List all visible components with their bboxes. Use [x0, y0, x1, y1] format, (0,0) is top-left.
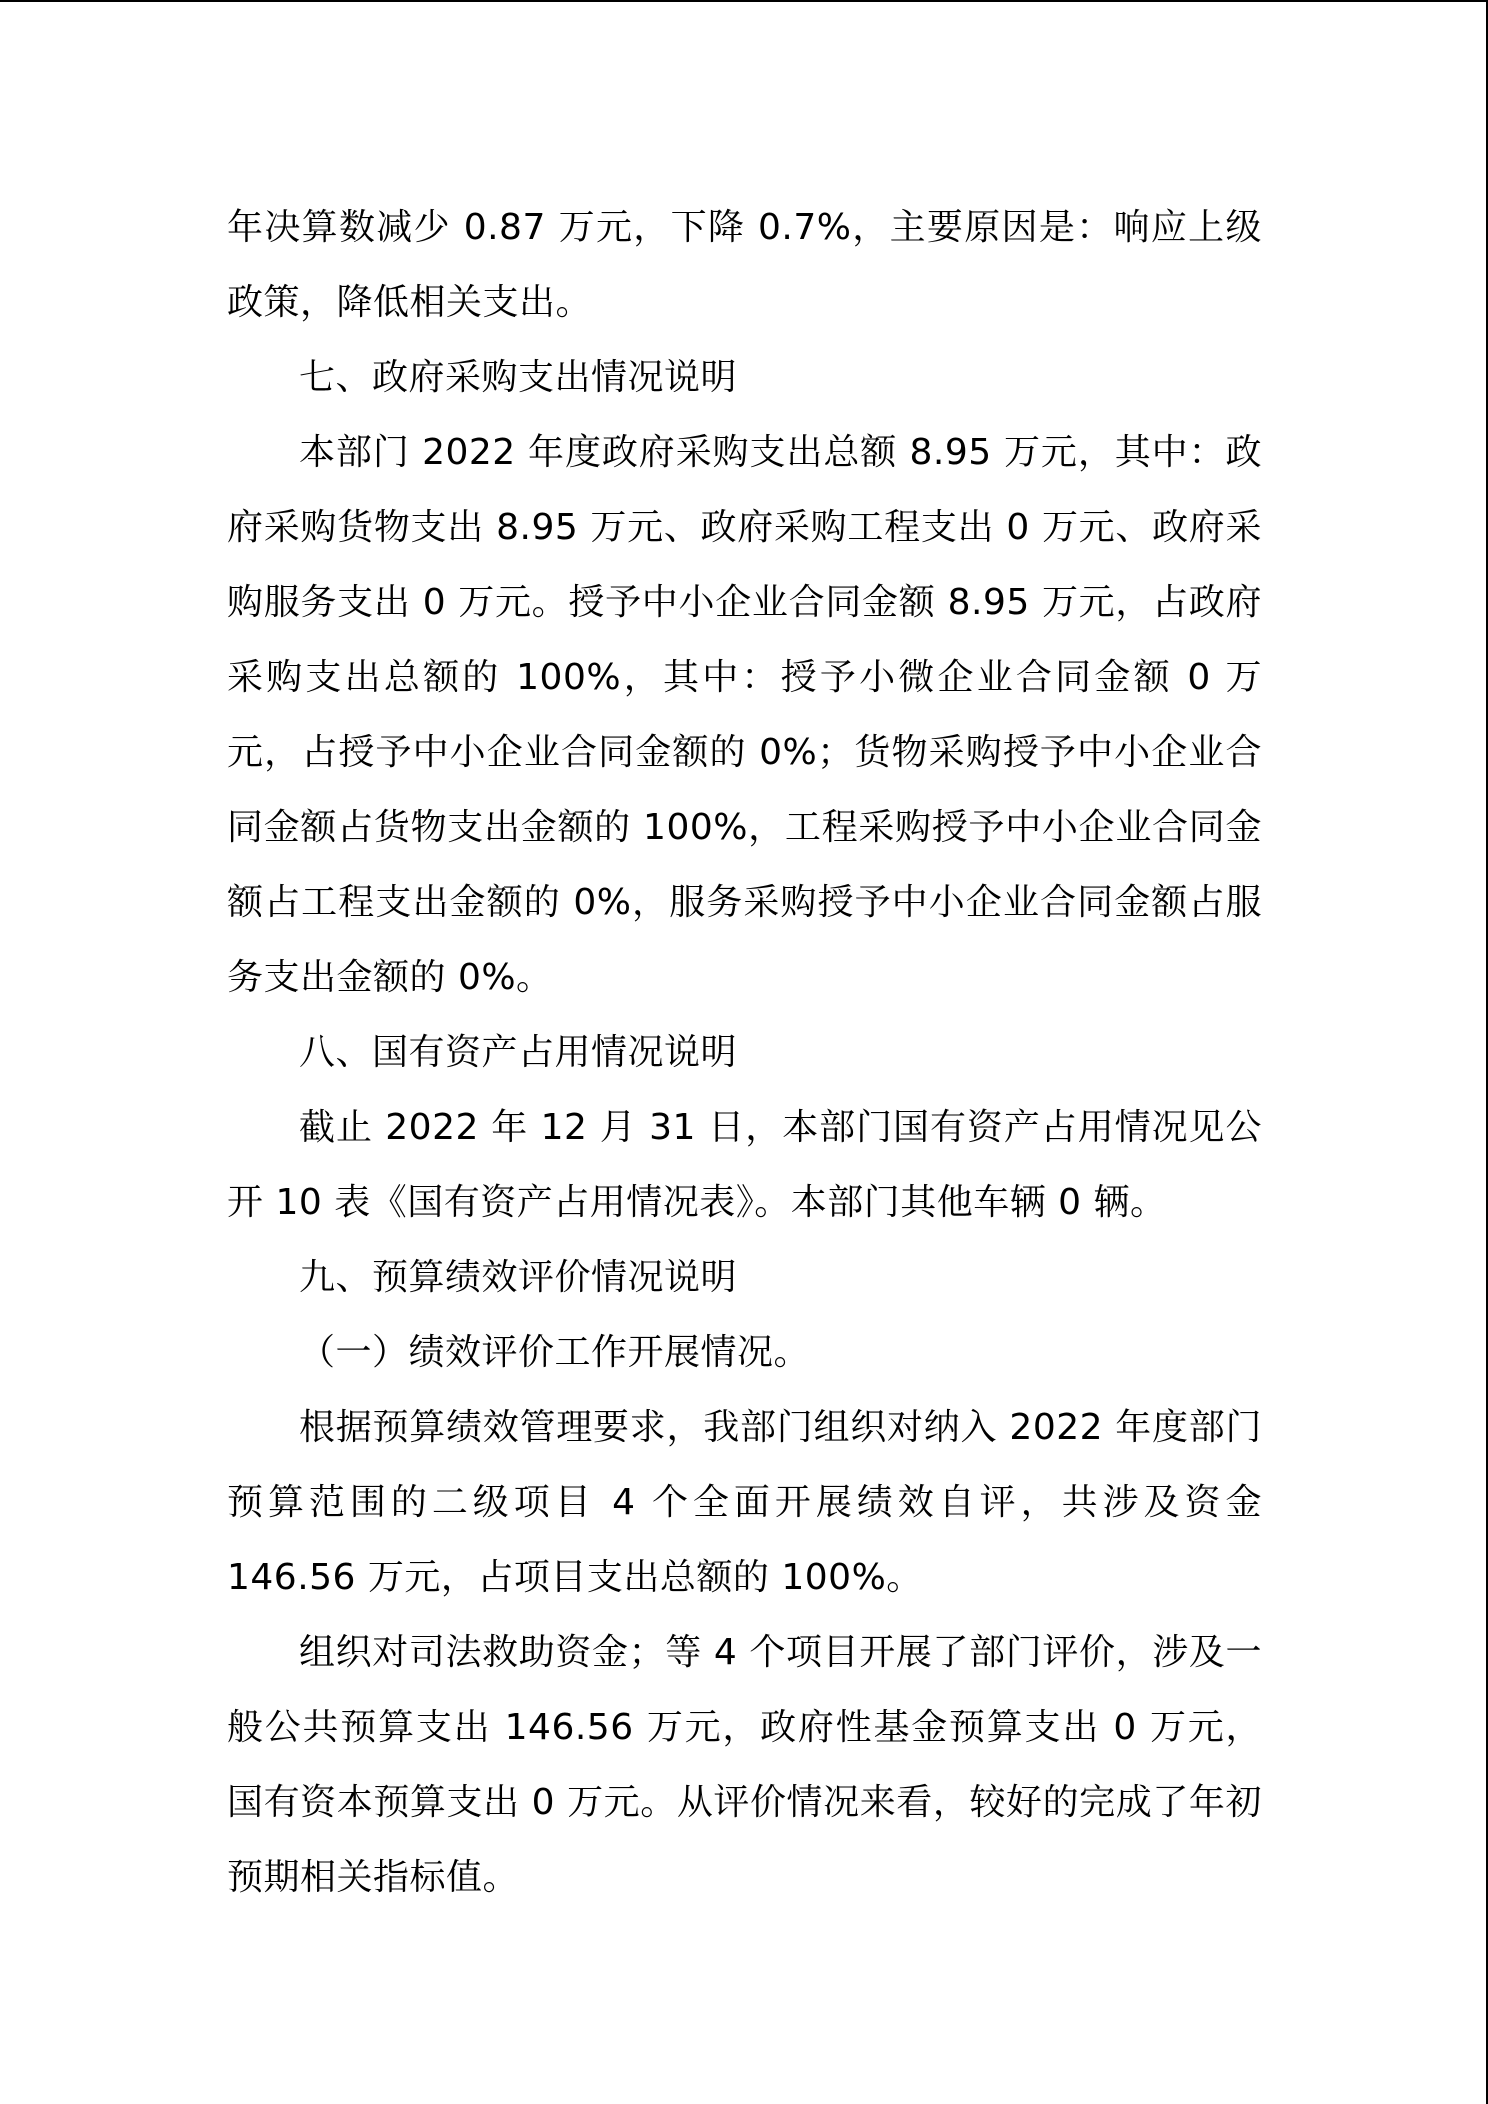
section-heading-8: 八、国有资产占用情况说明: [299, 1032, 738, 1073]
paragraph-performance-dept-eval: 组织对司法救助资金；等 4 个项目开展了部门评价，涉及一般公共预算支出 146.56 万元，政府性基金预算支出 0 万元，国有资本预算支出 0 万元。从评价情况来看，较好的完成了年初预期相关指标值。: [227, 1632, 1262, 1898]
section-heading-9: 九、预算绩效评价情况说明: [299, 1257, 738, 1298]
paragraph-assets: 截止 2022 年 12 月 31 日，本部门国有资产占用情况见公开 10 表《国有资产占用情况表》。本部门其他车辆 0 辆。: [227, 1107, 1262, 1223]
subsection-heading-9-1: （一）绩效评价工作开展情况。: [299, 1332, 811, 1373]
paragraph-performance-self-eval: 根据预算绩效管理要求，我部门组织对纳入 2022 年度部门预算范围的二级项目 4 个全面开展绩效自评，共涉及资金 146.56 万元，占项目支出总额的 100%。: [227, 1407, 1262, 1598]
section-heading-7: 七、政府采购支出情况说明: [299, 357, 738, 398]
document-body: [227, 190, 1262, 1915]
paragraph-procurement: 本部门 2022 年度政府采购支出总额 8.95 万元，其中：政府采购货物支出 8.95 万元、政府采购工程支出 0 万元、政府采购服务支出 0 万元。授予中小企业合同金额 8.95 万元，占政府采购支出总额的 100%，其中：授予小微企业合同金额 0 万元，占授予中小企业合同金额的 0%；货物采购授予中小企业合同金额占货物支出金额的 100%，工程采购授予中小企业合同金额占工程支出金额的 0%，服务采购授予中小企业合同金额占服务支出金额的 0%。: [227, 432, 1262, 998]
paragraph-continuation: 年决算数减少 0.87 万元，下降 0.7%，主要原因是：响应上级政策，降低相关支出。: [227, 207, 1262, 323]
